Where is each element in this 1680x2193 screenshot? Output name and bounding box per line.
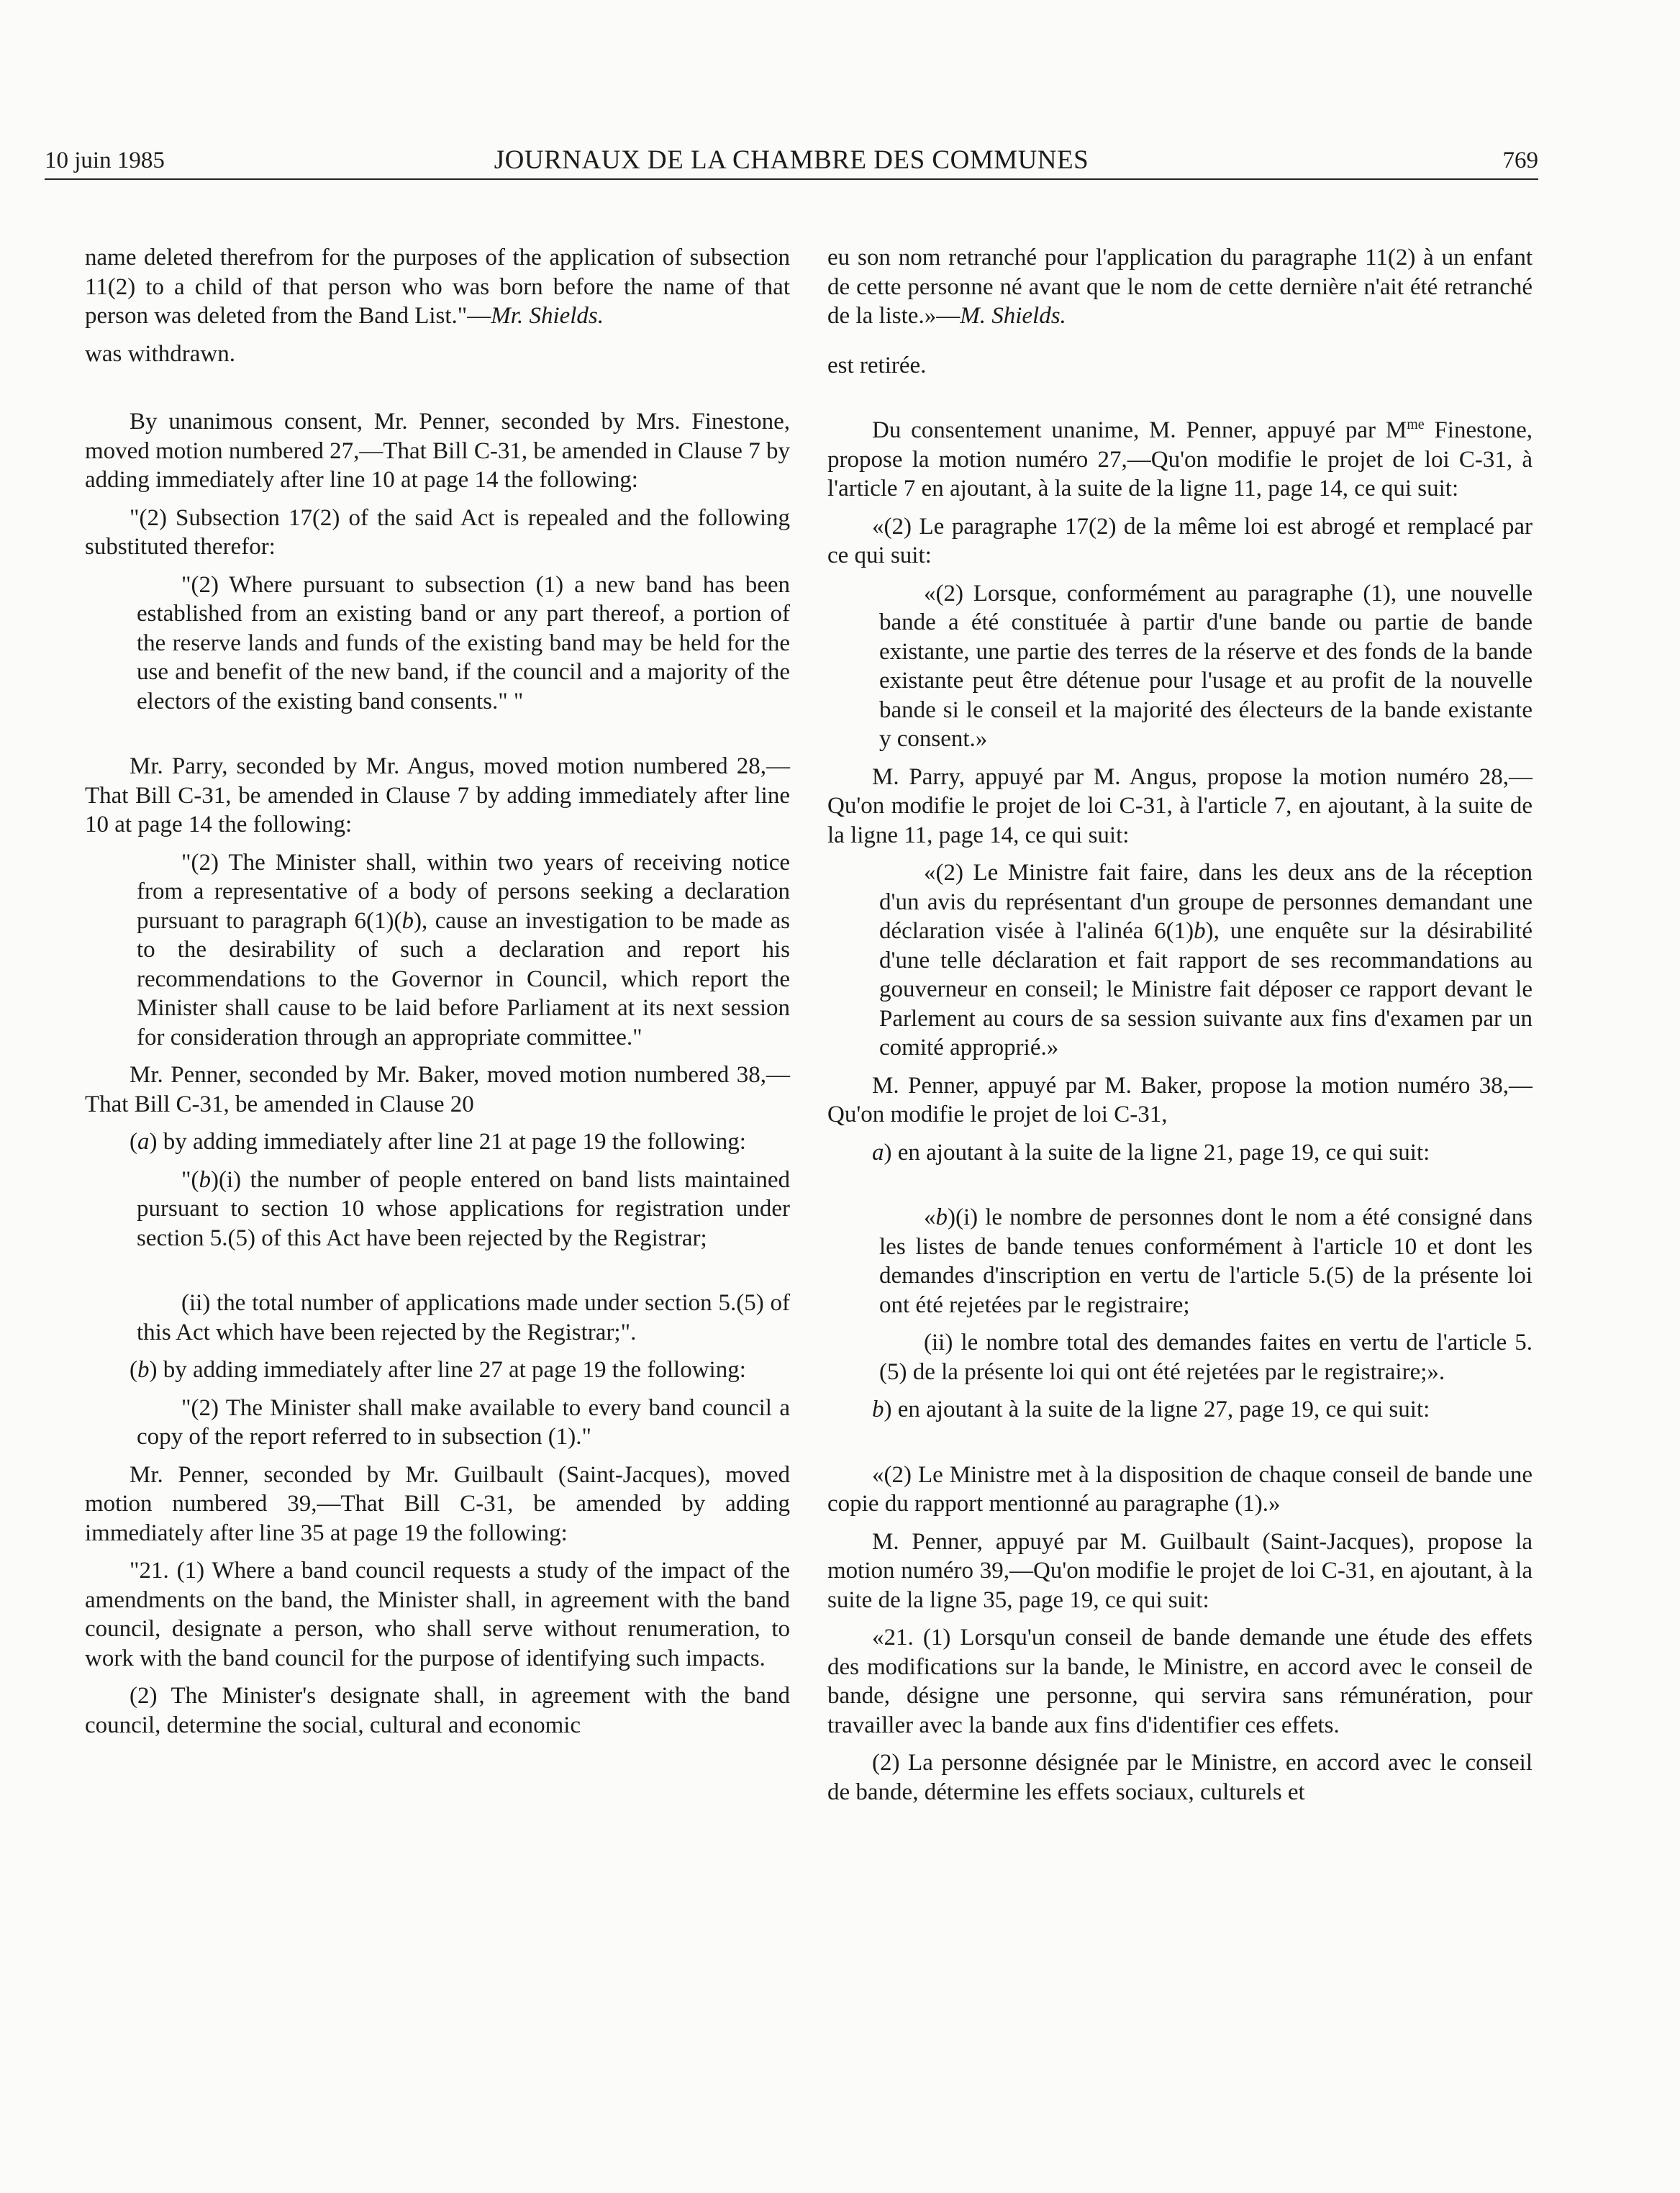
en-paragraph-8: Mr. Penner, seconded by Mr. Baker, moved motion numbered 38,—That Bill C-31, be amended in Clause 20: [85, 1062, 790, 1117]
en-paragraph-3: By unanimous consent, Mr. Penner, seconded by Mrs. Finestone, moved motion numbered 27,—That Bill C-31, be amended in Clause 7 by adding immediately after line 10 at page 14 the following:: [85, 409, 790, 493]
fr-paragraph-10: «b)(i) le nombre de personnes dont le nom a été consigné dans les listes de bande tenues conformément à l'article 10 et dont les demandes d'inscription en vertu de l'article 5.(5) de la présente loi ont été rejetées par le registraire;: [879, 1204, 1533, 1318]
en-paragraph-12: (b) by adding immediately after line 27 at page 19 the following:: [130, 1357, 746, 1383]
english-column: [85, 243, 790, 1748]
fr-paragraph-9: a) en ajoutant à la suite de la ligne 21, page 19, ce qui suit:: [872, 1139, 1430, 1166]
en-paragraph-6: Mr. Parry, seconded by Mr. Angus, moved motion numbered 28,—That Bill C-31, be amended in Clause 7 by adding immediately after line 10 at page 14 the following:: [85, 753, 790, 837]
en-paragraph-4: "(2) Subsection 17(2) of the said Act is repealed and the following substituted therefor:: [85, 504, 790, 560]
fr-paragraph-16: (2) La personne désignée par le Ministre, en accord avec le conseil de bande, détermine les effets sociaux, culturels et: [827, 1750, 1533, 1805]
fr-paragraph-5: «(2) Lorsque, conformément au paragraphe (1), une nouvelle bande a été constituée à partir d'une bande ou partie de bande existante, une partie des terres de la réserve et des fonds de la bande existante peut être détenue pour l'usage et au profit de la nouvelle bande si le conseil et la majorité des électeurs de la bande existante y consent.»: [879, 580, 1533, 752]
en-paragraph-7: "(2) The Minister shall, within two years of receiving notice from a representative of a body of persons seeking a declaration pursuant to paragraph 6(1)(b), cause an investigation to be made as to the desirability of such a declaration and report his recommendations to the Governor in Council, which report the Minister shall cause to be laid before Parliament at its next session for consideration through an appropriate committee.": [137, 849, 790, 1050]
fr-paragraph-15: «21. (1) Lorsqu'un conseil de bande demande une étude des effets des modifications sur la bande, le Ministre, en accord avec le conseil de bande, désigne une personne, qui servira sans rémunération, pour travailler avec la bande aux fins d'identifier ces effets.: [827, 1625, 1533, 1738]
header-date: 10 juin 1985: [45, 147, 165, 173]
fr-paragraph-2: est retirée.: [827, 352, 927, 378]
header-title: JOURNAUX DE LA CHAMBRE DES COMMUNES: [494, 145, 1089, 175]
fr-paragraph-13: «(2) Le Ministre met à la disposition de chaque conseil de bande une copie du rapport mentionné au paragraphe (1).»: [827, 1461, 1533, 1517]
en-paragraph-9: (a) by adding immediately after line 21 at page 19 the following:: [130, 1129, 746, 1155]
en-paragraph-14: Mr. Penner, seconded by Mr. Guilbault (Saint-Jacques), moved motion numbered 39,—That Bill C-31, be amended by adding immediately after line 35 at page 19 the following:: [85, 1461, 790, 1546]
fr-paragraph-14: M. Penner, appuyé par M. Guilbault (Saint-Jacques), propose la motion numéro 39,—Qu'on modifie le projet de loi C-31, en ajoutant, à la suite de la ligne 35, page 19, ce qui suit:: [827, 1528, 1533, 1613]
fr-paragraph-6: M. Parry, appuyé par M. Angus, propose la motion numéro 28,—Qu'on modifie le projet de loi C-31, à l'article 7, en ajoutant, à la suite de la ligne 11, page 14, ce qui suit:: [827, 763, 1533, 848]
fr-paragraph-12: b) en ajoutant à la suite de la ligne 27, page 19, ce qui suit:: [872, 1397, 1430, 1422]
en-paragraph-16: (2) The Minister's designate shall, in agreement with the band council, determine the social, cultural and economic: [85, 1683, 790, 1738]
en-paragraph-5: "(2) Where pursuant to subsection (1) a new band has been established from an existing band or any part thereof, a portion of the reserve lands and funds of the existing band may be held for the use and benefit of the new band, if the council and a majority of the electors of the existing band consents." ": [137, 571, 790, 714]
en-paragraph-10: "(b)(i) the number of people entered on band lists maintained pursuant to section 10 whose applications for registration under section 5.(5) of this Act have been rejected by the Registrar;: [137, 1166, 790, 1251]
fr-paragraph-11: (ii) le nombre total des demandes faites en vertu de l'article 5.(5) de la présente loi qui ont été rejetées par le registraire;».: [879, 1330, 1533, 1385]
page-number: 769: [1502, 147, 1538, 173]
fr-paragraph-7: «(2) Le Ministre fait faire, dans les deux ans de la réception d'un avis du représentant d'un groupe de personnes demandant une déclaration visée à l'alinéa 6(1)b), une enquête sur la désirabilité d'une telle déclaration et fait rapport de ses recommandations au gouverneur en conseil; le Ministre fait déposer ce rapport devant le Parlement au cours de sa session suivante aux fins d'examen par un comité approprié.»: [879, 860, 1533, 1061]
en-paragraph-15: "21. (1) Where a band council requests a study of the impact of the amendments on the band, the Minister shall, in agreement with the band council, designate a person, who shall serve without renumeration, to work with the band council for the purpose of identifying such impacts.: [85, 1558, 790, 1671]
french-column: [827, 243, 1533, 1815]
page-header: [45, 141, 1538, 180]
fr-paragraph-8: M. Penner, appuyé par M. Baker, propose la motion numéro 38,—Qu'on modifie le projet de loi C-31,: [827, 1072, 1533, 1127]
fr-paragraph-3: Du consentement unanime, M. Penner, appuyé par $M^{me}$ Finestone, propose la motion numéro 27,—Qu'on modifie le projet de loi C-31, à l'article 7 en ajoutant, à la suite de la ligne 11, page 14, ce qui suit:: [827, 417, 1533, 501]
fr-paragraph-1: eu son nom retranché pour l'application du paragraphe 11(2) à un enfant de cette personne né avant que le nom de cette dernière n'ait été retranché de la liste.»—M. Shields.: [827, 245, 1533, 329]
fr-paragraph-4: «(2) Le paragraphe 17(2) de la même loi est abrogé et remplacé par ce qui suit:: [827, 513, 1533, 568]
en-paragraph-11: (ii) the total number of applications made under section 5.(5) of this Act which have been rejected by the Registrar;".: [137, 1290, 790, 1345]
en-paragraph-1: name deleted therefrom for the purposes of the application of subsection 11(2) to a child of that person who was born before the name of that person was deleted from the Band List."—Mr. Shields.: [85, 245, 790, 329]
en-paragraph-2: was withdrawn.: [85, 340, 235, 367]
en-paragraph-13: "(2) The Minister shall make available to every band council a copy of the report referred to in subsection (1).": [137, 1394, 790, 1450]
